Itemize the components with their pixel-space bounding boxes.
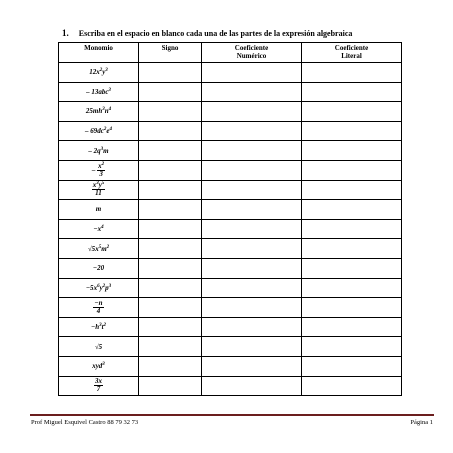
monomio-cell: $25mh^3n^4$ (59, 102, 139, 122)
coeficiente-numerico-cell[interactable] (202, 219, 302, 239)
monomio-cell: m (59, 200, 139, 220)
header-coeficiente-literal (302, 43, 402, 63)
coeficiente-literal-cell[interactable] (302, 160, 402, 180)
header-coef-num-line2: Numérico (236, 52, 267, 60)
signo-cell[interactable] (139, 278, 202, 298)
coeficiente-numerico-cell[interactable] (202, 141, 302, 161)
coeficiente-literal-cell[interactable] (302, 121, 402, 141)
signo-cell[interactable] (139, 298, 202, 318)
coeficiente-literal-cell[interactable] (302, 317, 402, 337)
coeficiente-literal-cell[interactable] (302, 356, 402, 376)
coeficiente-numerico-cell[interactable] (202, 200, 302, 220)
table-row (59, 82, 402, 102)
signo-cell[interactable] (139, 180, 202, 200)
monomio-cell: – $69dc^2e^4$ (59, 121, 139, 141)
signo-cell[interactable] (139, 82, 202, 102)
header-coef-lit-line1: Coeficiente (334, 44, 369, 52)
table-row (59, 63, 402, 83)
monomio-cell: $-x^4$ (59, 219, 139, 239)
monomial-parts-table (58, 42, 402, 396)
monomio-cell: $√5x^5m^2$ (59, 239, 139, 259)
table-row (59, 258, 402, 278)
monomio-cell: – $\frac{x^2}{3}$ (59, 160, 139, 180)
coeficiente-numerico-cell[interactable] (202, 82, 302, 102)
coeficiente-numerico-cell[interactable] (202, 278, 302, 298)
monomio-cell: $12x^2y^3$ (59, 63, 139, 83)
signo-cell[interactable] (139, 356, 202, 376)
coeficiente-literal-cell[interactable] (302, 141, 402, 161)
coeficiente-literal-cell[interactable] (302, 180, 402, 200)
header-coef-num-line1: Coeficiente (234, 44, 269, 52)
table-row (59, 180, 402, 200)
table-row (59, 337, 402, 357)
footer-rule (30, 414, 434, 416)
table-row (59, 160, 402, 180)
monomio-cell: $\frac{3x}{7}$ (59, 376, 139, 396)
header-coef-lit-line2: Literal (341, 52, 362, 60)
signo-cell[interactable] (139, 160, 202, 180)
coeficiente-numerico-cell[interactable] (202, 121, 302, 141)
table-row (59, 219, 402, 239)
coeficiente-literal-cell[interactable] (302, 298, 402, 318)
signo-cell[interactable] (139, 239, 202, 259)
question-text: Escriba en el espacio en blanco cada una de las partes de la expresión algebraica (78, 29, 353, 38)
coeficiente-literal-cell[interactable] (302, 278, 402, 298)
coeficiente-literal-cell[interactable] (302, 102, 402, 122)
monomio-cell: – $2q^3m$ (59, 141, 139, 161)
monomio-cell: $\frac{-n}{4}$ (59, 298, 139, 318)
signo-cell[interactable] (139, 219, 202, 239)
table-row (59, 239, 402, 259)
coeficiente-literal-cell[interactable] (302, 376, 402, 396)
monomio-cell: $\frac{x^3y^5}{11}$ (59, 180, 139, 200)
monomio-cell: −20 (59, 258, 139, 278)
signo-cell[interactable] (139, 376, 202, 396)
table-row (59, 141, 402, 161)
coeficiente-numerico-cell[interactable] (202, 258, 302, 278)
table-row (59, 200, 402, 220)
header-monomio: Monomio (59, 43, 139, 63)
coeficiente-numerico-cell[interactable] (202, 102, 302, 122)
coeficiente-numerico-cell[interactable] (202, 317, 302, 337)
footer-page-number: Página 1 (410, 419, 433, 426)
coeficiente-numerico-cell[interactable] (202, 337, 302, 357)
header-coeficiente-numerico (202, 43, 302, 63)
coeficiente-numerico-cell[interactable] (202, 63, 302, 83)
table-row (59, 317, 402, 337)
coeficiente-literal-cell[interactable] (302, 63, 402, 83)
coeficiente-numerico-cell[interactable] (202, 376, 302, 396)
coeficiente-numerico-cell[interactable] (202, 298, 302, 318)
coeficiente-numerico-cell[interactable] (202, 356, 302, 376)
signo-cell[interactable] (139, 200, 202, 220)
coeficiente-literal-cell[interactable] (302, 82, 402, 102)
table-row (59, 376, 402, 396)
table-row (59, 298, 402, 318)
coeficiente-numerico-cell[interactable] (202, 160, 302, 180)
table-row (59, 102, 402, 122)
coeficiente-literal-cell[interactable] (302, 200, 402, 220)
signo-cell[interactable] (139, 121, 202, 141)
signo-cell[interactable] (139, 102, 202, 122)
monomio-cell: √5 (59, 337, 139, 357)
coeficiente-numerico-cell[interactable] (202, 180, 302, 200)
table-row (59, 278, 402, 298)
coeficiente-literal-cell[interactable] (302, 258, 402, 278)
coeficiente-literal-cell[interactable] (302, 219, 402, 239)
question-heading (62, 28, 352, 38)
table-row (59, 121, 402, 141)
monomio-cell: $-h^3t^2$ (59, 317, 139, 337)
header-signo: Signo (139, 43, 202, 63)
signo-cell[interactable] (139, 141, 202, 161)
footer-author: Prof Miguel Esquivel Castro 88 79 32 73 (31, 419, 139, 426)
signo-cell[interactable] (139, 337, 202, 357)
monomio-cell: $-5x^6y^2p^3$ (59, 278, 139, 298)
signo-cell[interactable] (139, 63, 202, 83)
monomio-cell: – 13abc$^3$ (59, 82, 139, 102)
coeficiente-literal-cell[interactable] (302, 337, 402, 357)
table-row (59, 356, 402, 376)
table-body (59, 63, 402, 396)
question-number: 1. (62, 28, 69, 38)
coeficiente-literal-cell[interactable] (302, 239, 402, 259)
signo-cell[interactable] (139, 258, 202, 278)
table-header-row (59, 43, 402, 63)
monomio-cell: xyd$^3$ (59, 356, 139, 376)
coeficiente-numerico-cell[interactable] (202, 239, 302, 259)
signo-cell[interactable] (139, 317, 202, 337)
